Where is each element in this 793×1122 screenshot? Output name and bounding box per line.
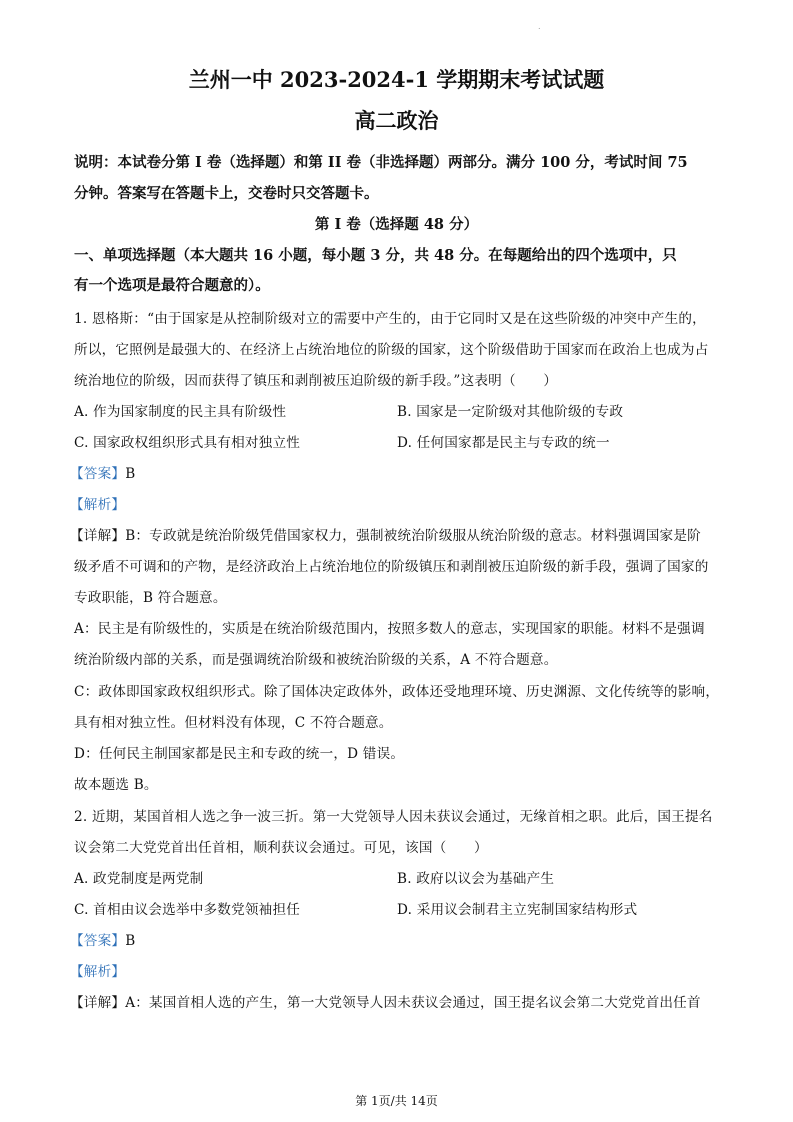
q2-detail-line-1 — [70, 991, 701, 1011]
q1-stem-line-1: 1. 恩格斯：“由于国家是从控制阶级对立的需要中产生的，由于它同时又是在这些阶级的冲突中产生的， — [74, 311, 706, 327]
q1-option-d: D. 任何国家都是民主与专政的统一 — [397, 435, 610, 451]
q1-detail-text-1: B：专政就是统治阶级凭借国家权力，强制被统治阶级服从统治阶级的意志。材料强调国家是阶 — [125, 528, 701, 544]
q1-option-c: C. 国家政权组织形式具有相对独立性 — [74, 435, 301, 451]
q1-stem-line-3: 统治地位的阶级，因而获得了镇压和剥削被压迫阶级的新手段。”这表明（ ） — [74, 373, 558, 389]
q2-option-d: D. 采用议会制君主立宪制国家结构形式 — [397, 902, 638, 918]
instructions-line-2: 分钟。答案写在答题卡上，交卷时只交答题卡。 — [74, 185, 379, 202]
q1-detail-line-6: C：政体即国家政权组织形式。除了国体决定政体外，政体还受地理环境、历史渊源、文化传统等的影响， — [74, 684, 720, 700]
section-heading-line-1: 一、单项选择题（本大题共 16 小题，每小题 3 分，共 48 分。在每题给出的四个选项中，只 — [74, 247, 677, 264]
q2-answer-tag: 【答案】 — [70, 933, 126, 949]
q2-stem-line-2: 议会第二大党党首出任首相，顺利获议会通过。可见，该国（ ） — [74, 840, 488, 856]
q2-detail-tag: 【详解】 — [70, 995, 126, 1011]
section-heading-line-2: 有一个选项是最符合题意的）。 — [74, 277, 270, 294]
q2-analysis-tag: 【解析】 — [70, 964, 126, 980]
q2-answer-value: B — [125, 933, 136, 949]
q1-detail-line-1 — [70, 524, 701, 544]
section-title: 第 I 卷（选择题 48 分） — [314, 216, 479, 233]
q2-answer — [70, 929, 135, 949]
q2-option-b: B. 政府以议会为基础产生 — [397, 871, 555, 887]
q2-option-c: C. 首相由议会选举中多数党领袖担任 — [74, 902, 301, 918]
q1-detail-line-4: A：民主是有阶级性的，实质是在统治阶级范围内，按照多数人的意志，实现国家的职能。材料不是强调 — [74, 621, 705, 637]
q1-stem-line-2: 所以，它照例是最强大的、在经济上占统治地位的阶级的国家，这个阶级借助于国家而在政治上也成为占 — [74, 342, 709, 358]
q1-analysis-tag: 【解析】 — [70, 497, 126, 513]
q1-answer-tag: 【答案】 — [70, 466, 126, 482]
q1-detail-tag: 【详解】 — [70, 528, 126, 544]
q1-option-b: B. 国家是一定阶级对其他阶级的专政 — [397, 404, 624, 420]
subject-title: 高二政治 — [354, 108, 439, 133]
q1-detail-line-2: 级矛盾不可调和的产物，是经济政治上占统治地位的阶级镇压和剥削被压迫阶级的新手段，强调了国家的 — [74, 559, 709, 575]
q2-option-a: A. 政党制度是两党制 — [74, 871, 204, 887]
q1-detail-line-8: D：任何民主制国家都是民主和专政的统一，D 错误。 — [74, 746, 405, 762]
q2-stem-line-1: 2. 近期，某国首相人选之争一波三折。第一大党领导人因未获议会通过，无缘首相之职。此后，国王提名 — [74, 809, 713, 825]
q1-answer — [70, 462, 135, 482]
q1-option-a: A. 作为国家制度的民主具有阶级性 — [74, 404, 287, 420]
page-footer: 第 1页/共 14页 — [355, 1094, 438, 1108]
q1-answer-value: B — [125, 466, 136, 482]
instructions-line-1: 说明：本试卷分第 I 卷（选择题）和第 II 卷（非选择题）两部分。满分 100 分，考试时间 75 — [74, 154, 688, 171]
q1-detail-line-3: 专政职能，B 符合题意。 — [74, 590, 227, 606]
q2-detail-text-1: A：某国首相人选的产生，第一大党领导人因未获议会通过，国王提名议会第二大党党首出任首 — [125, 995, 701, 1011]
q1-detail-line-7: 具有相对独立性。但材料没有体现，C 不符合题意。 — [74, 715, 393, 731]
page-title: 兰州一中 2023-2024-1 学期期末考试试题 — [188, 67, 605, 92]
q1-detail-line-9: 故本题选 B。 — [74, 777, 158, 793]
decorative-dot: . — [538, 22, 541, 31]
q1-detail-line-5: 统治阶级内部的关系，而是强调统治阶级和被统治阶级的关系，A 不符合题意。 — [74, 652, 558, 668]
